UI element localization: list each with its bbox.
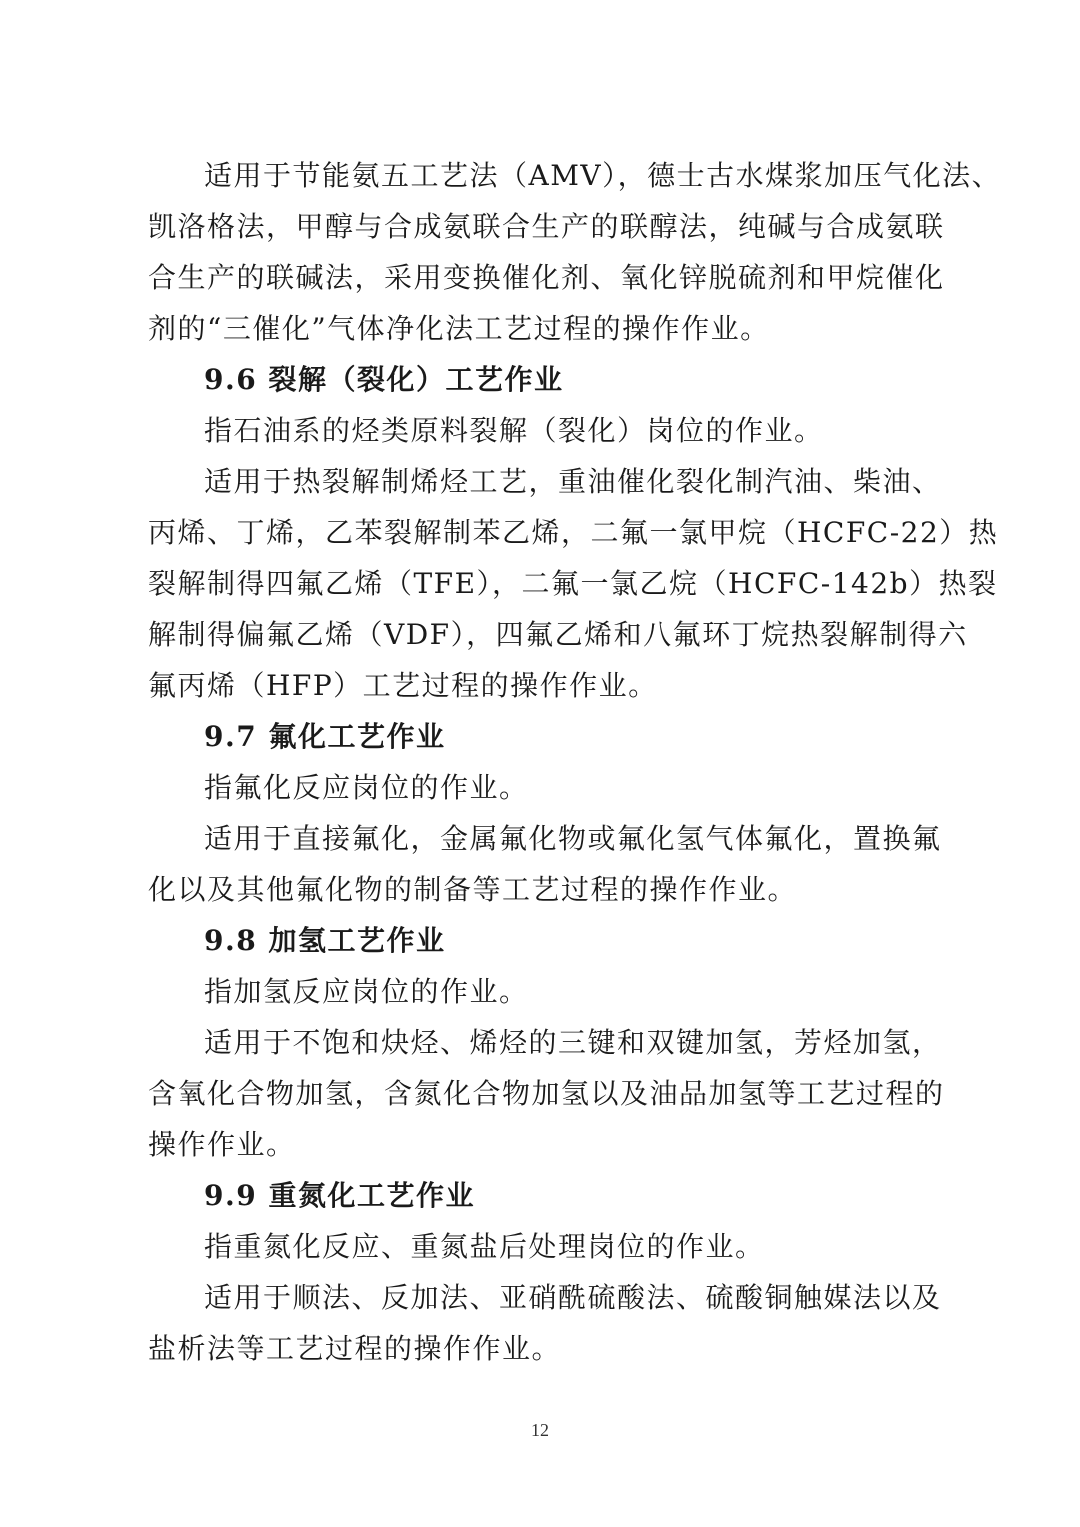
text-line: 丙烯、丁烯，乙苯裂解制苯乙烯，二氟一氯甲烷（HCFC-22）热: [148, 516, 999, 549]
text-line: 指氟化反应岗位的作业。: [204, 771, 529, 804]
text-line: 盐析法等工艺过程的操作作业。: [148, 1332, 562, 1365]
text-line: 操作作业。: [148, 1128, 296, 1161]
paragraph: [148, 762, 948, 813]
text-line: 适用于直接氟化，金属氟化物或氟化氢气体氟化，置换氟: [204, 822, 942, 855]
paragraph: [148, 813, 948, 915]
text-line: 指石油系的烃类原料裂解（裂化）岗位的作业。: [204, 414, 824, 447]
paragraph: [148, 1221, 948, 1272]
text-line: 适用于节能氨五工艺法（AMV），德士古水煤浆加压气化法、: [204, 159, 1002, 192]
paragraph: [148, 1017, 948, 1170]
document-body: [148, 150, 1002, 1374]
section-heading-9-6: 9.6 裂解（裂化）工艺作业: [204, 363, 564, 396]
paragraph: [148, 456, 999, 711]
text-line: 剂的“三催化”气体净化法工艺过程的操作作业。: [148, 312, 770, 345]
text-line: 氟丙烯（HFP）工艺过程的操作作业。: [148, 669, 658, 702]
text-line: 合生产的联碱法，采用变换催化剂、氧化锌脱硫剂和甲烷催化: [148, 261, 945, 294]
paragraph: [148, 150, 1002, 354]
paragraph: [148, 405, 948, 456]
text-line: 指加氢反应岗位的作业。: [204, 975, 529, 1008]
text-line: 裂解制得四氟乙烯（TFE），二氟一氯乙烷（HCFC-142b）热裂: [148, 567, 998, 600]
text-line: 凯洛格法，甲醇与合成氨联合生产的联醇法，纯碱与合成氨联: [148, 210, 945, 243]
text-line: 解制得偏氟乙烯（VDF），四氟乙烯和八氟环丁烷热裂解制得六: [148, 618, 968, 651]
paragraph: [148, 1272, 948, 1374]
paragraph: [148, 966, 948, 1017]
text-line: 适用于热裂解制烯烃工艺，重油催化裂化制汽油、柴油、: [204, 465, 942, 498]
text-line: 指重氮化反应、重氮盐后处理岗位的作业。: [204, 1230, 765, 1263]
text-line: 适用于不饱和炔烃、烯烃的三键和双键加氢，芳烃加氢，: [204, 1026, 942, 1059]
text-line: 适用于顺法、反加法、亚硝酰硫酸法、硫酸铜触媒法以及: [204, 1281, 942, 1314]
text-line: 化以及其他氟化物的制备等工艺过程的操作作业。: [148, 873, 798, 906]
section-heading-9-7: 9.7 氟化工艺作业: [204, 720, 446, 753]
page-number: 12: [531, 1420, 549, 1440]
text-line: 含氧化合物加氢，含氮化合物加氢以及油品加氢等工艺过程的: [148, 1077, 945, 1110]
section-heading-9-8: 9.8 加氢工艺作业: [204, 924, 446, 957]
section-heading-9-9: 9.9 重氮化工艺作业: [204, 1179, 475, 1212]
